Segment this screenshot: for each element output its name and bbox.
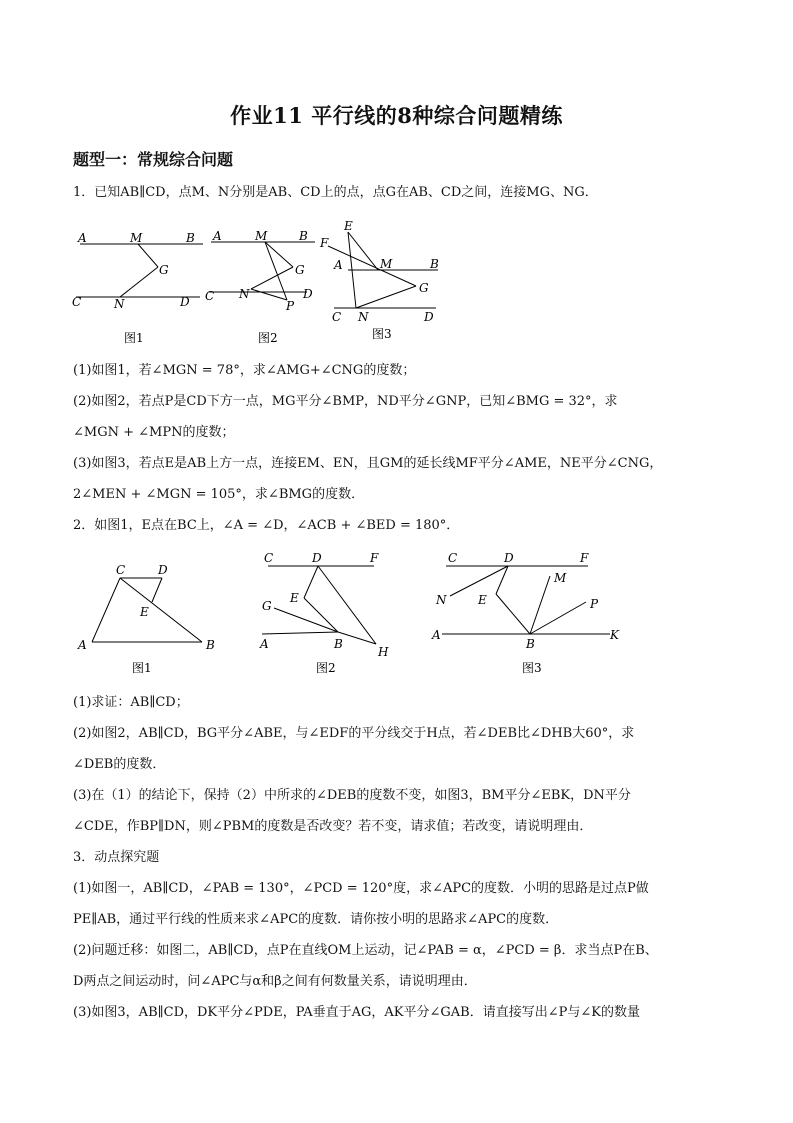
point-label: B [299,229,308,243]
point-label: A [213,229,222,243]
point-label: K [610,628,619,642]
problem-2-intro: 2．如图1，E点在BC上，∠A = ∠D，∠ACB + ∠BED = 180°． [73,518,460,533]
problem-3-part-3: (3)如图3，AB∥CD，DK平分∠PDE，PA垂直于AG，AK平分∠GAB．请直接写出∠P与∠K的数量 [73,1005,640,1020]
figure-caption: 图2 [258,331,278,345]
point-label: N [358,310,369,324]
point-label: G [295,263,305,277]
problem-2-figure-2 [256,548,396,678]
point-label: C [332,310,342,324]
point-label: G [419,281,429,295]
problem-2-figure-1 [72,548,222,678]
point-label: N [239,287,250,301]
point-label: C [205,289,215,303]
point-label: P [590,597,599,611]
point-label: M [255,229,268,243]
point-label: A [78,638,87,652]
point-label: A [432,628,441,642]
point-label: C [264,551,274,565]
point-label: B [206,638,215,652]
figure-caption: 图1 [124,331,144,345]
point-label: D [180,295,190,309]
figure-caption: 图3 [522,661,542,675]
point-label: B [430,257,439,271]
point-label: A [334,258,343,272]
problem-3-part-1-cont: PE∥AB，通过平行线的性质来求∠APC的度数．请你按小明的思路求∠APC的度数． [73,912,559,927]
point-label: B [186,231,195,245]
problem-2-part-3-cont: ∠CDE，作BP∥DN，则∠PBM的度数是否改变？若不变，请求值；若改变，请说明理由． [73,819,593,834]
point-label: E [478,593,487,607]
point-label: G [159,263,169,277]
problem-3-part-1: (1)如图一，AB∥CD，∠PAB = 130°，∠PCD = 120°度，求∠APC的度数．小明的思路是过点P做 [73,881,649,896]
point-label: D [424,310,434,324]
point-label: A [260,637,269,651]
point-label: A [78,231,87,245]
point-label: M [130,231,143,245]
point-label: F [580,551,589,565]
problem-3-intro: 3．动点探究题 [73,850,160,865]
point-label: B [334,637,343,651]
point-label: C [72,295,82,309]
problem-1-figure-2 [203,218,323,348]
point-label: E [290,591,299,605]
figure-caption: 图1 [132,661,152,675]
point-label: N [436,593,447,607]
problem-1-part-2: (2)如图2，若点P是CD下方一点，MG平分∠BMP，ND平分∠GNP，已知∠BMG = 32°，求 [73,394,618,409]
point-label: C [448,551,458,565]
point-label: D [158,563,168,577]
problem-3-part-2-cont: D两点之间运动时，问∠APC与α和β之间有何数量关系，请说明理由． [73,974,477,989]
problem-2-part-1: (1)求证：AB∥CD； [73,695,189,710]
section-heading: 题型一：常规综合问题 [73,150,234,169]
problem-1-part-2-cont: ∠MGN + ∠MPN的度数； [73,425,235,440]
point-label: E [140,605,149,619]
point-label: E [344,219,353,233]
problem-2-part-2: (2)如图2，AB∥CD，BG平分∠ABE，与∠EDF的平分线交于H点，若∠DEB比∠DHB大60°，求 [73,726,635,741]
figure-caption: 图2 [316,661,336,675]
point-label: D [303,287,313,301]
point-label: M [380,257,393,271]
problem-1-figure-3 [318,216,448,346]
point-label: C [116,563,126,577]
figure-caption: 图3 [372,327,392,341]
point-label: B [526,637,535,651]
point-label: P [286,299,295,313]
problem-2-figure-3 [428,548,628,678]
problem-1-intro: 1．已知AB∥CD，点M、N分别是AB、CD上的点，点G在AB、CD之间，连接MG、NG． [73,185,598,200]
point-label: G [262,599,272,613]
problem-1-part-1: (1)如图1，若∠MGN = 78°，求∠AMG+∠CNG的度数； [73,363,416,378]
point-label: D [312,551,322,565]
problem-1-part-3: (3)如图3，若点E是AB上方一点，连接EM、EN，且GM的延长线MF平分∠AME，NE平分∠CNG， [73,456,663,471]
point-label: H [378,645,389,659]
page-title: 作业11 平行线的8种综合问题精练 [230,103,563,128]
problem-1-figure-1 [68,218,208,348]
point-label: D [504,551,514,565]
point-label: M [554,571,567,585]
problem-2-part-2-cont: ∠DEB的度数． [73,757,166,772]
problem-3-part-2: (2)问题迁移：如图二，AB∥CD，点P在直线OM上运动，记∠PAB = α，∠PCD = β．求当点P在B、 [73,943,658,958]
problem-2-part-3: (3)在（1）的结论下，保持（2）中所求的∠DEB的度数不变，如图3，BM平分∠EBK，DN平分 [73,788,631,803]
point-label: F [320,236,329,250]
problem-1-part-3-cont: 2∠MEN + ∠MGN = 105°，求∠BMG的度数． [73,487,365,502]
point-label: F [370,551,379,565]
point-label: N [114,297,125,311]
